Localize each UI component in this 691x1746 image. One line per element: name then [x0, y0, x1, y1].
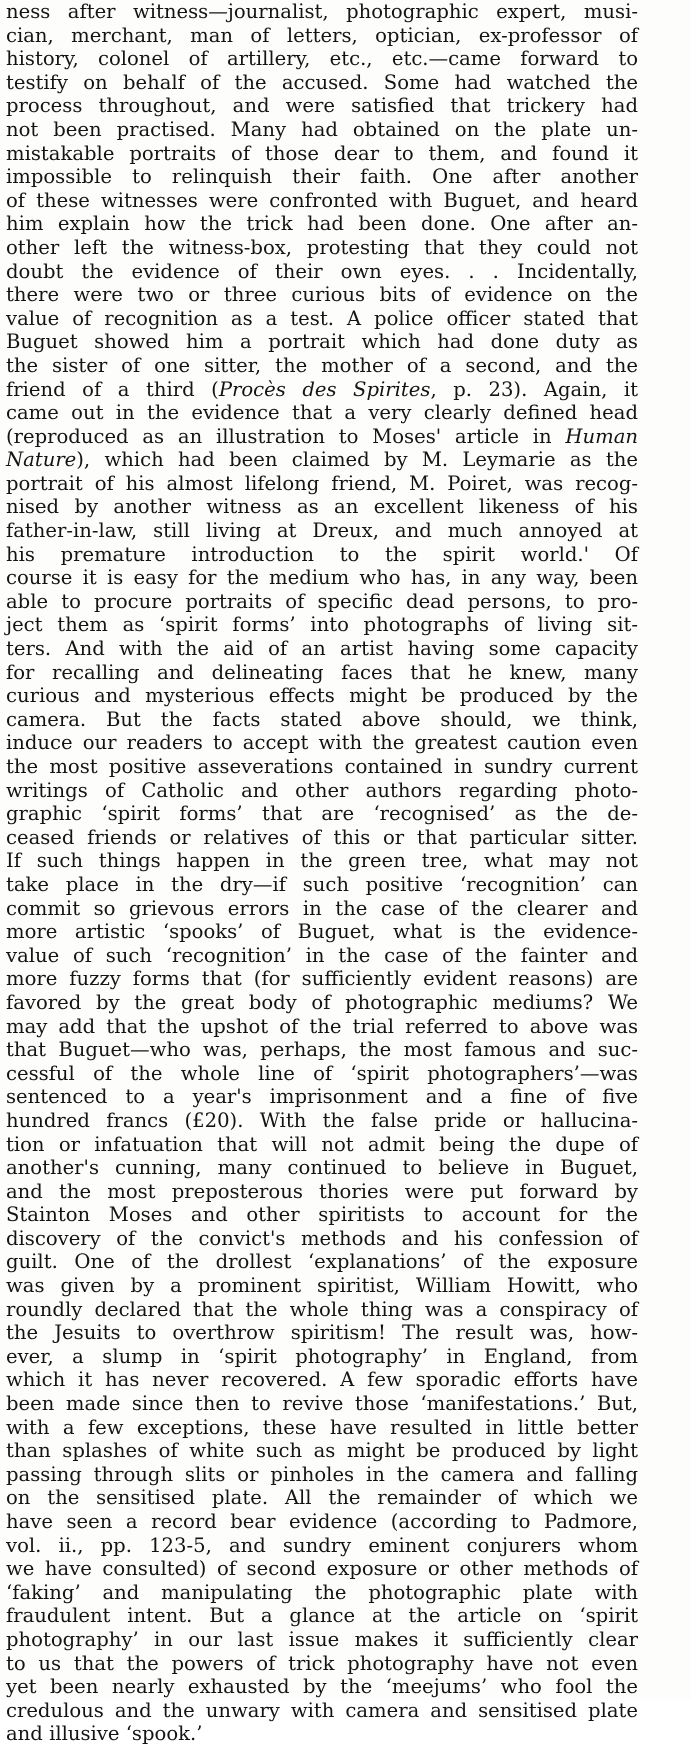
text-line: sentenced to a year's imprisonment and a fine of five [6, 1085, 638, 1109]
text-line: not been practised. Many had obtained on the plate un- [6, 117, 638, 141]
text-line: discovery of the convict's methods and his confession of [6, 1226, 638, 1250]
text-line: to us that the powers of trick photography have not even [6, 1651, 638, 1675]
text-line: history, colonel of artillery, etc., etc.—came forward to [6, 47, 638, 71]
text-line: ters. And with the aid of an artist having some capacity [6, 637, 638, 661]
text-line: yet been nearly exhausted by the ‘meejums’ who fool the [6, 1675, 638, 1699]
text-line: that Buguet—who was, perhaps, the most famous and suc- [6, 1038, 638, 1062]
text-line: the most positive asseverations contained in sundry current [6, 755, 638, 778]
text-line: favored by the great body of photographic mediums? We [6, 990, 638, 1014]
text-line: the sister of one sitter, the mother of a second, and the [6, 353, 638, 377]
text-line: value of such ‘recognition’ in the case of the fainter and [6, 943, 638, 967]
text-line: and the most preposterous thories were put forward by [6, 1179, 638, 1203]
text-line: tion or infatuation that will not admit being the dupe of [6, 1132, 638, 1156]
text-line: than splashes of white such as might be produced by light [6, 1439, 638, 1463]
text-line-last: and illusive ‘spook.’ [6, 1722, 203, 1746]
text-line: with a few exceptions, these have resulted in little better [6, 1415, 638, 1439]
text-line: more fuzzy forms that (for sufficiently evident reasons) are [6, 967, 638, 991]
text-line: there were two or three curious bits of evidence on the [6, 283, 638, 307]
text-line: ceased friends or relatives of this or that particular sitter. [6, 825, 638, 849]
text-line: the Jesuits to overthrow spiritism! The result was, how- [6, 1321, 638, 1345]
text-line: If such things happen in the green tree, what may not [6, 849, 638, 873]
text-line: ness after witness—journalist, photographic expert, musi- [6, 0, 638, 23]
text-line: other left the witness-box, protesting that they could not [6, 235, 638, 259]
text-line: camera. But the facts stated above should, we think, [6, 707, 638, 731]
text-line: mistakable portraits of those dear to them, and found it [6, 141, 638, 165]
text-line: we have consulted) of second exposure or other methods of [6, 1557, 638, 1581]
text-line: roundly declared that the whole thing was a conspiracy of [6, 1297, 638, 1321]
text-line: doubt the evidence of their own eyes. . . Incidentally, [6, 259, 638, 283]
text-line: (reproduced as an illustration to Moses' article in Human [6, 424, 638, 448]
text-line: Stainton Moses and other spiritists to account for the [6, 1203, 638, 1227]
text-line: process throughout, and were satisfied that trickery had [6, 94, 638, 118]
text-line: which it has never recovered. A few sporadic efforts have [6, 1368, 638, 1392]
text-line: his premature introduction to the spirit world.' Of [6, 542, 638, 566]
text-line: commit so grievous errors in the case of the clearer and [6, 896, 638, 920]
text-line: on the sensitised plate. All the remainder of which we [6, 1486, 638, 1510]
text-line: him explain how the trick had been done. One after an- [6, 212, 638, 236]
text-line: vol. ii., pp. 123-5, and sundry eminent conjurers whom [6, 1533, 638, 1557]
text-line: friend of a third (Procès des Spirites, p. 23). Again, it [6, 377, 638, 401]
text-line: nised by another witness as an excellent likeness of his [6, 495, 638, 519]
text-line: testify on behalf of the accused. Some had watched the [6, 70, 638, 94]
text-line: of these witnesses were confronted with Buguet, and heard [6, 188, 638, 212]
text-line: cessful of the whole line of ‘spirit photographers’—was [6, 1061, 638, 1085]
text-line: value of recognition as a test. A police officer stated that [6, 306, 638, 330]
text-line: father-in-law, still living at Dreux, and much annoyed at [6, 519, 638, 543]
text-line: course it is easy for the medium who has, in any way, been [6, 566, 638, 590]
text-line: photography’ in our last issue makes it sufficiently clear [6, 1627, 638, 1651]
article-column [6, 0, 638, 1746]
text-line: passing through slits or pinholes in the camera and falling [6, 1462, 638, 1486]
text-line: ject them as ‘spirit forms’ into photographs of living sit- [6, 613, 638, 637]
text-line: able to procure portraits of specific dead persons, to pro- [6, 589, 638, 613]
text-line: Nature), which had been claimed by M. Leymarie as the [6, 448, 638, 472]
text-line: came out in the evidence that a very clearly defined head [6, 401, 638, 425]
text-line: graphic ‘spirit forms’ that are ‘recognised’ as the de- [6, 802, 638, 826]
text-line: cian, merchant, man of letters, optician, ex-professor of [6, 23, 638, 47]
text-line: portrait of his almost lifelong friend, M. Poiret, was recog- [6, 471, 638, 495]
text-line: was given by a prominent spiritist, William Howitt, who [6, 1274, 638, 1298]
text-line: ever, a slump in ‘spirit photography’ in England, from [6, 1344, 638, 1368]
text-line: more artistic ‘spooks’ of Buguet, what is the evidence- [6, 920, 638, 944]
text-line: Buguet showed him a portrait which had done duty as [6, 330, 638, 354]
text-line: ‘faking’ and manipulating the photographic plate with [6, 1580, 638, 1604]
text-line: may add that the upshot of the trial referred to above was [6, 1014, 638, 1038]
text-line: for recalling and delineating faces that he knew, many [6, 660, 638, 684]
text-line: credulous and the unwary with camera and sensitised plate [6, 1698, 638, 1722]
text-line: induce our readers to accept with the greatest caution even [6, 731, 638, 755]
text-line: have seen a record bear evidence (according to Padmore, [6, 1510, 638, 1533]
text-line: another's cunning, many continued to believe in Buguet, [6, 1156, 638, 1180]
text-line: been made since then to revive those ‘manifestations.’ But, [6, 1392, 638, 1416]
text-line: writings of Catholic and other authors regarding photo- [6, 778, 638, 802]
text-line: curious and mysterious effects might be produced by the [6, 684, 638, 708]
text-line: take place in the dry—if such positive ‘recognition’ can [6, 872, 638, 896]
text-line: hundred francs (£20). With the false pride or hallucina- [6, 1108, 638, 1132]
text-line: impossible to relinquish their faith. One after another [6, 165, 638, 189]
text-line: fraudulent intent. But a glance at the article on ‘spirit [6, 1604, 638, 1628]
text-line: guilt. One of the drollest ‘explanations’ of the exposure [6, 1250, 638, 1274]
